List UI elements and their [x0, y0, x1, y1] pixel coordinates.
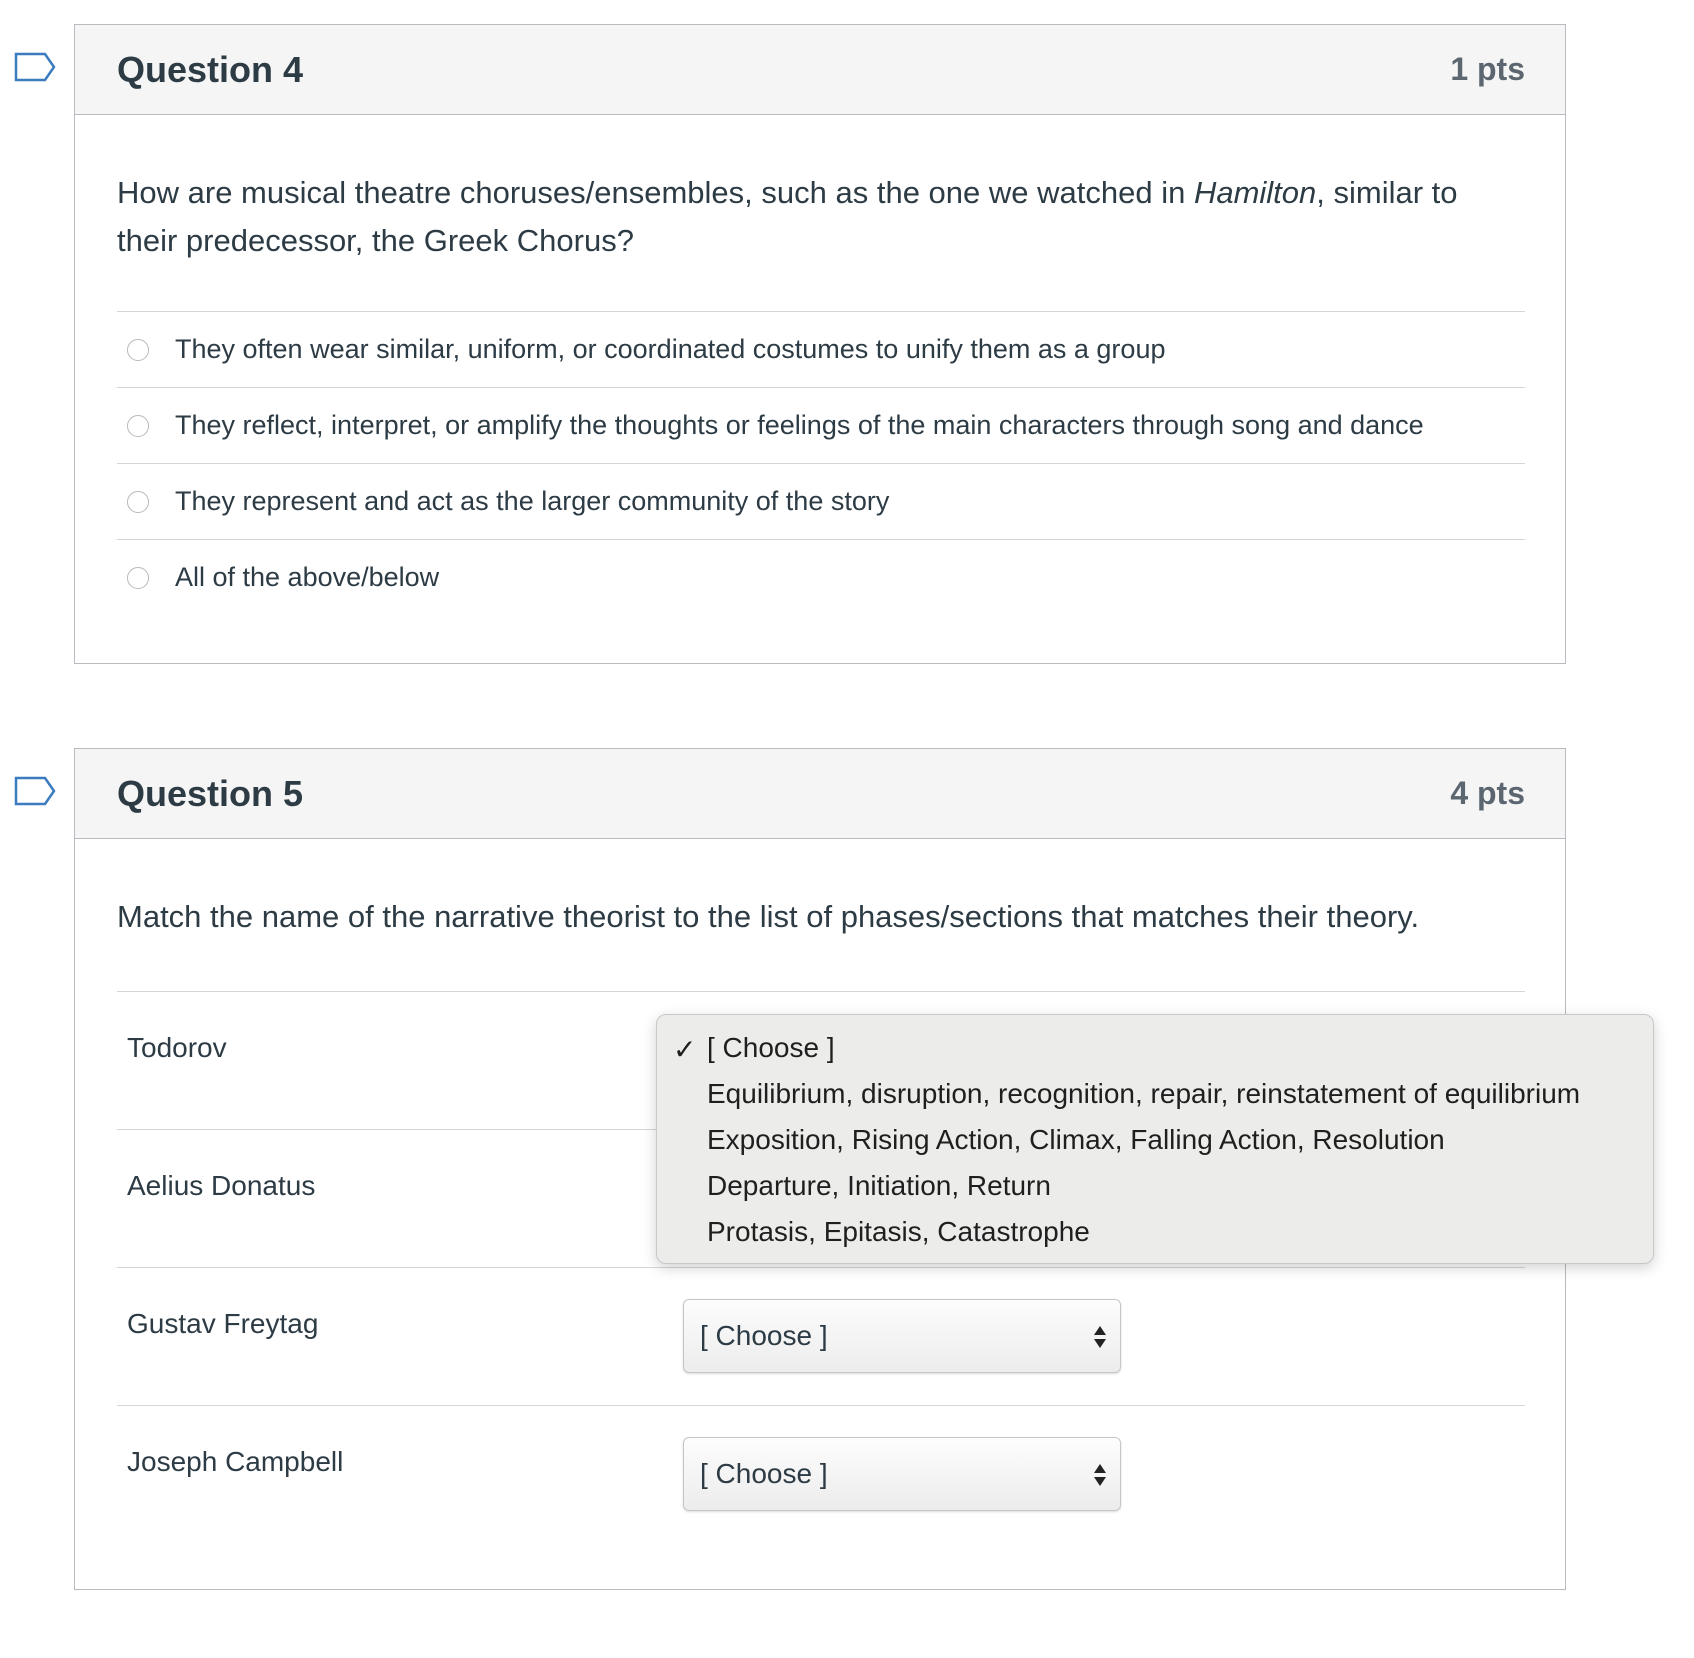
- question-title: Question 4: [117, 48, 304, 90]
- dropdown-option-selected[interactable]: [657, 1025, 1653, 1071]
- match-label: Todorov: [127, 1032, 227, 1063]
- answer-label[interactable]: They often wear similar, uniform, or coordinated costumes to unify them as a group: [175, 334, 1166, 364]
- select-arrows-icon: [1092, 1460, 1108, 1490]
- dropdown-option-label: Exposition, Rising Action, Climax, Falling Action, Resolution: [707, 1124, 1445, 1155]
- checkmark-icon: ✓: [673, 1034, 697, 1065]
- radio-button[interactable]: [127, 339, 149, 361]
- dropdown-option[interactable]: [657, 1209, 1653, 1255]
- answer-label[interactable]: They reflect, interpret, or amplify the thoughts or feelings of the main characters through song and dance: [175, 410, 1424, 440]
- answer-label[interactable]: All of the above/below: [175, 562, 440, 592]
- radio-button[interactable]: [127, 491, 149, 513]
- dropdown-option-label: Protasis, Epitasis, Catastrophe: [707, 1216, 1090, 1247]
- dropdown-option-label: Departure, Initiation, Return: [707, 1170, 1051, 1201]
- question-points: 4 pts: [1450, 775, 1525, 811]
- question-header: [75, 749, 1565, 839]
- match-select-freytag[interactable]: [683, 1299, 1121, 1373]
- question-points: 1 pts: [1450, 51, 1525, 87]
- match-row-gustav-freytag: [117, 1268, 1525, 1406]
- dropdown-option[interactable]: [657, 1117, 1653, 1163]
- dropdown-option[interactable]: [657, 1071, 1653, 1117]
- select-value: [ Choose ]: [700, 1320, 828, 1351]
- match-label: Gustav Freytag: [127, 1308, 319, 1339]
- select-value: [ Choose ]: [700, 1458, 828, 1489]
- dropdown-option-label: Equilibrium, disruption, recognition, repair, reinstatement of equilibrium: [707, 1078, 1581, 1109]
- match-label: Aelius Donatus: [127, 1170, 316, 1201]
- answer-option[interactable]: [117, 464, 1525, 540]
- answer-option[interactable]: [117, 388, 1525, 464]
- answer-list: [117, 311, 1525, 615]
- question-header: [75, 25, 1565, 115]
- question-text: How are musical theatre choruses/ensembles, such as the one we watched in Hamilton, similar to their predecessor, the Greek Chorus?: [117, 175, 1458, 258]
- select-arrows-icon: [1092, 1322, 1108, 1352]
- match-row-joseph-campbell: [117, 1406, 1525, 1543]
- match-select-campbell[interactable]: [683, 1437, 1121, 1511]
- flag-question-icon[interactable]: [14, 776, 56, 806]
- match-label: Joseph Campbell: [127, 1446, 344, 1477]
- radio-button[interactable]: [127, 567, 149, 589]
- answer-label[interactable]: They represent and act as the larger community of the story: [175, 486, 890, 516]
- question-text: Match the name of the narrative theorist to the list of phases/sections that matches their theory.: [117, 899, 1420, 934]
- dropdown-option-label: [ Choose ]: [707, 1032, 835, 1063]
- answer-option[interactable]: [117, 312, 1525, 388]
- select-dropdown-menu: [656, 1014, 1654, 1264]
- radio-button[interactable]: [127, 415, 149, 437]
- question-4: [74, 24, 1566, 664]
- answer-option[interactable]: [117, 540, 1525, 615]
- flag-question-icon[interactable]: [14, 52, 56, 82]
- dropdown-option[interactable]: [657, 1163, 1653, 1209]
- question-title: Question 5: [117, 772, 304, 814]
